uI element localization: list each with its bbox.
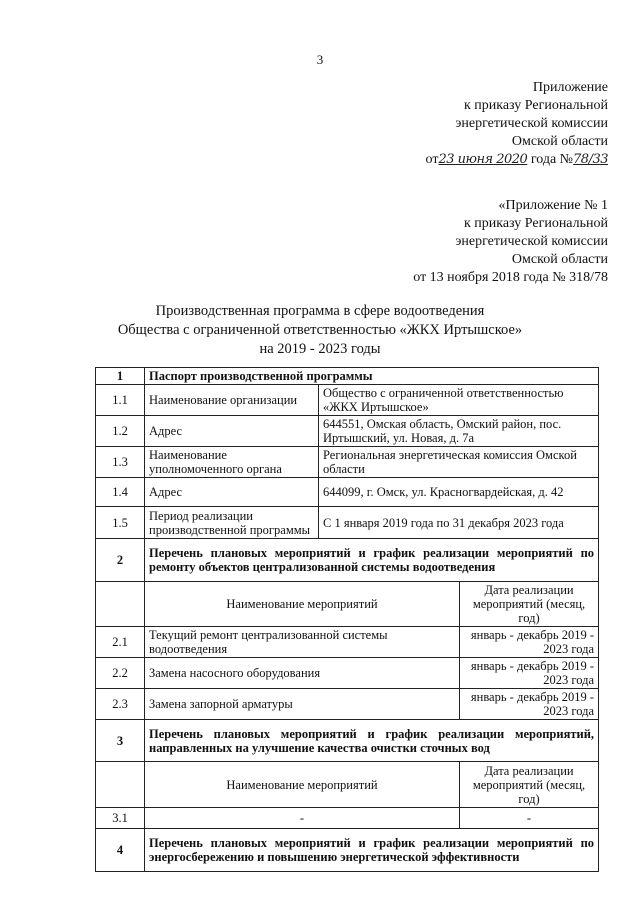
appendix-1-line: Омской области (511, 252, 608, 267)
order-mid: года № (530, 152, 574, 167)
row-label: Период реализации производственной программы (145, 507, 319, 539)
row-value: С 1 января 2019 года по 31 декабря 2023 года (319, 507, 599, 539)
section-number: 3 (96, 720, 145, 762)
order-date-handwritten: 23 июня 2020 (438, 152, 528, 167)
order-number-handwritten: 78/33 (573, 152, 608, 167)
row-value: 644551, Омская область, Омский район, пос. Иртышский, ул. Новая, д. 7а (319, 416, 599, 447)
section-2-header (96, 539, 599, 582)
appendix-line: к приказу Региональной (463, 98, 608, 113)
row-label: Наименование организации (145, 385, 319, 416)
program-table (95, 367, 599, 872)
empty-cell (96, 762, 145, 808)
title-line: на 2019 - 2023 годы (259, 341, 381, 357)
section-1-header (96, 368, 599, 385)
row-name: Текущий ремонт централизованной системы водоотведения (145, 627, 460, 658)
section-4-header (96, 829, 599, 872)
row-value: Региональная энергетическая комиссия Омской области (319, 447, 599, 478)
table-row (96, 478, 599, 507)
section-title: Паспорт производственной программы (145, 368, 599, 385)
column-header-row (96, 762, 599, 808)
table-row (96, 385, 599, 416)
row-number: 1.2 (96, 416, 145, 447)
column-header-name: Наименование мероприятий (145, 762, 460, 808)
title-line: Общества с ограниченной ответственностью «ЖКХ Иртышское» (117, 322, 523, 338)
appendix-1-header (413, 197, 608, 287)
title-line: Производственная программа в сфере водоотведения (155, 303, 485, 319)
appendix-line: Омской области (511, 134, 608, 149)
order-reference (426, 151, 608, 169)
document-title (0, 302, 640, 359)
row-number: 1.3 (96, 447, 145, 478)
table-row (96, 416, 599, 447)
row-label: Адрес (145, 478, 319, 507)
row-date: январь - декабрь 2019 - 2023 года (460, 658, 599, 689)
section-title: Перечень плановых мероприятий и график реализации мероприятий, направленных на улучшение качества очистки сточных вод (145, 720, 599, 762)
appendix-line: Приложение (532, 80, 608, 95)
row-value: Общество с ограниченной ответственностью «ЖКХ Иртышское» (319, 385, 599, 416)
appendix-line: энергетической комиссии (455, 116, 608, 131)
appendix-1-line: «Приложение № 1 (498, 198, 608, 213)
column-header-date: Дата реализации мероприятий (месяц, год) (460, 762, 599, 808)
table-row (96, 808, 599, 829)
row-number: 1.4 (96, 478, 145, 507)
appendix-1-line: энергетической комиссии (455, 234, 608, 249)
row-number: 1.1 (96, 385, 145, 416)
row-date: - (460, 808, 599, 829)
column-header-date: Дата реализации мероприятий (месяц, год) (460, 582, 599, 627)
row-name: - (145, 808, 460, 829)
section-title: Перечень плановых мероприятий и график реализации мероприятий по ремонту объектов централизованной системы водоотведения (145, 539, 599, 582)
appendix-header (426, 79, 608, 169)
section-number: 1 (96, 368, 145, 385)
empty-cell (96, 582, 145, 627)
section-3-header (96, 720, 599, 762)
row-label: Адрес (145, 416, 319, 447)
column-header-name: Наименование мероприятий (145, 582, 460, 627)
appendix-1-line: от 13 ноября 2018 года № 318/78 (413, 270, 608, 285)
row-number: 1.5 (96, 507, 145, 539)
row-name: Замена насосного оборудования (145, 658, 460, 689)
row-number: 2.3 (96, 689, 145, 720)
table-row (96, 507, 599, 539)
table-row (96, 627, 599, 658)
column-header-row (96, 582, 599, 627)
row-value: 644099, г. Омск, ул. Красногвардейская, д. 42 (319, 478, 599, 507)
section-title: Перечень плановых мероприятий и график реализации мероприятий по энергосбережению и повышению энергетической эффективности (145, 829, 599, 872)
row-number: 2.1 (96, 627, 145, 658)
section-number: 4 (96, 829, 145, 872)
row-name: Замена запорной арматуры (145, 689, 460, 720)
table-row (96, 689, 599, 720)
section-number: 2 (96, 539, 145, 582)
order-prefix: от (425, 152, 439, 167)
row-number: 2.2 (96, 658, 145, 689)
appendix-1-line: к приказу Региональной (463, 216, 608, 231)
row-label: Наименование уполномоченного органа (145, 447, 319, 478)
table-row (96, 447, 599, 478)
page-number: 3 (316, 52, 324, 67)
row-date: январь - декабрь 2019 - 2023 года (460, 627, 599, 658)
row-number: 3.1 (96, 808, 145, 829)
row-date: январь - декабрь 2019 - 2023 года (460, 689, 599, 720)
table-row (96, 658, 599, 689)
